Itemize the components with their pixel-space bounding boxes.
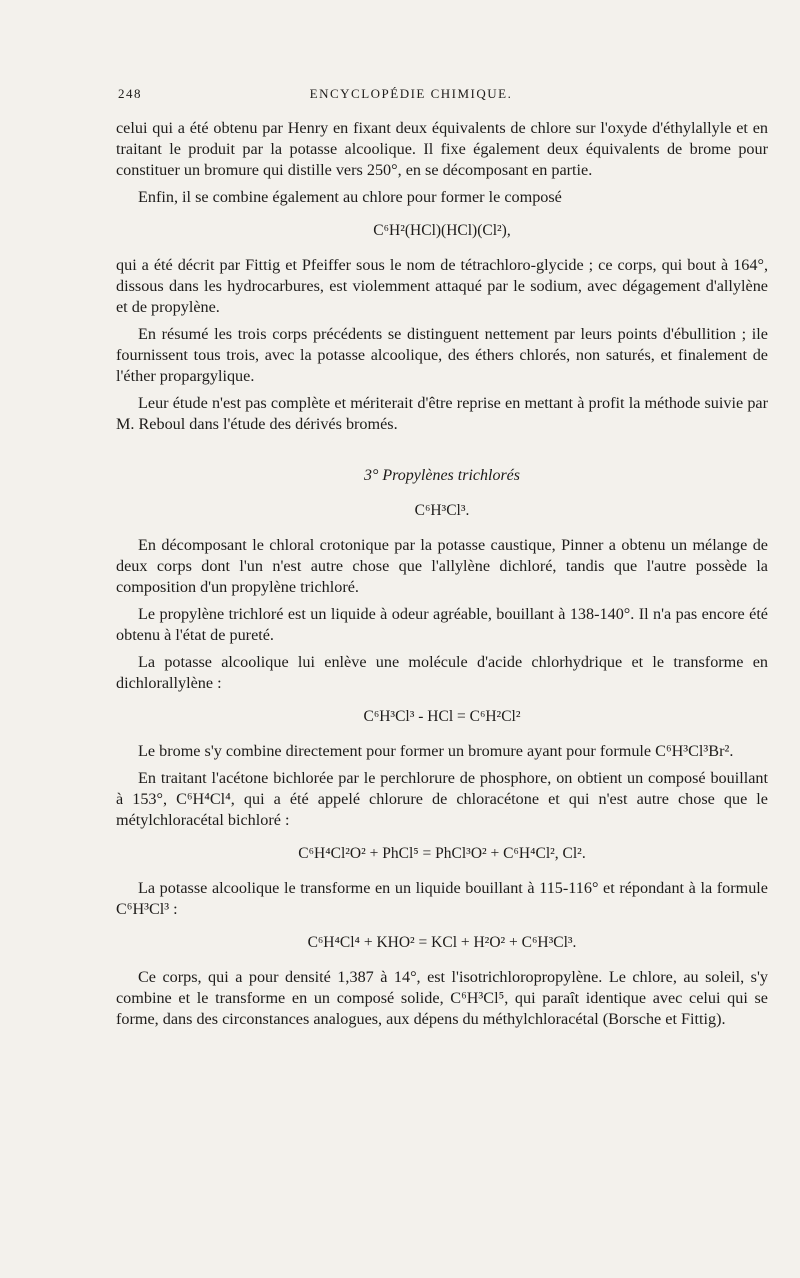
paragraph: qui a été décrit par Fittig et Pfeiffer sous le nom de tétrachloro-glycide ; ce corps, qui bout à 164°, dissous dans les hydrocarbures, est violemment attaqué par le sodium, avec dégagement d'allylène et de propylène. xyxy=(116,256,768,316)
paragraph: En résumé les trois corps précédents se distinguent nettement par leurs points d'ébullition ; ile fournissent tous trois, avec la potasse alcoolique, des éthers chlorés, non saturés, et finalement de l'éther propargylique. xyxy=(116,325,768,385)
formula: C⁶H³Cl³ - HCl = C⁶H²Cl² xyxy=(363,708,521,725)
paragraph: En décomposant le chloral crotonique par la potasse caustique, Pinner a obtenu un mélange de deux corps dont l'un n'est autre chose que l'allylène dichloré, tandis que l'autre possède la composition d'un propylène trichloré. xyxy=(116,536,768,596)
paragraph: Le brome s'y combine directement pour former un bromure ayant pour formule C⁶H³Cl³Br². xyxy=(138,742,734,760)
paragraph: Enfin, il se combine également au chlore pour former le composé xyxy=(138,188,562,206)
paragraph: celui qui a été obtenu par Henry en fixant deux équivalents de chlore sur l'oxyde d'éthylallyle et en traitant le produit par la potasse alcoolique. Il fixe également deux équivalents de brome pour constituer un bromure qui distille vers 250°, en se décomposant en partie. xyxy=(116,119,768,179)
section-heading: 3° Propylènes trichlorés xyxy=(364,467,520,484)
paragraph: La potasse alcoolique le transforme en un liquide bouillant à 115-116° et répondant à la formule C⁶H³Cl³ : xyxy=(116,879,768,918)
page-number: 248 xyxy=(118,86,142,101)
paragraph: En traitant l'acétone bichlorée par le perchlorure de phosphore, on obtient un composé bouillant à 153°, C⁶H⁴Cl⁴, qui a été appelé chlorure de chloracétone et qui n'est autre chose que le métylchloracétal bichloré : xyxy=(116,769,768,829)
running-title: ENCYCLOPÉDIE CHIMIQUE. xyxy=(309,86,513,101)
paragraph: La potasse alcoolique lui enlève une molécule d'acide chlorhydrique et le transforme en dichlorallylène : xyxy=(116,653,768,692)
formula: C⁶H⁴Cl⁴ + KHO² = KCl + H²O² + C⁶H³Cl³. xyxy=(307,934,577,951)
formula: C⁶H⁴Cl²O² + PhCl⁵ = PhCl³O² + C⁶H⁴Cl², Cl². xyxy=(298,845,586,862)
body-text xyxy=(116,118,768,1036)
paragraph: Le propylène trichloré est un liquide à odeur agréable, bouillant à 138-140°. Il n'a pas encore été obtenu à l'état de pureté. xyxy=(116,605,768,644)
paragraph: Leur étude n'est pas complète et mériterait d'être reprise en mettant à profit la méthode suivie par M. Reboul dans l'étude des dérivés bromés. xyxy=(116,394,768,433)
formula: C⁶H²(HCl)(HCl)(Cl²), xyxy=(373,222,511,239)
paragraph: Ce corps, qui a pour densité 1,387 à 14°, est l'isotrichloropropylène. Le chlore, au soleil, s'y combine et le transforme en un composé solide, C⁶H³Cl⁵, qui paraît identique avec celui qui se forme, dans des circonstances analogues, aux dépens du méthylchloracétal (Borsche et Fittig). xyxy=(116,968,768,1028)
formula: C⁶H³Cl³. xyxy=(414,502,470,519)
